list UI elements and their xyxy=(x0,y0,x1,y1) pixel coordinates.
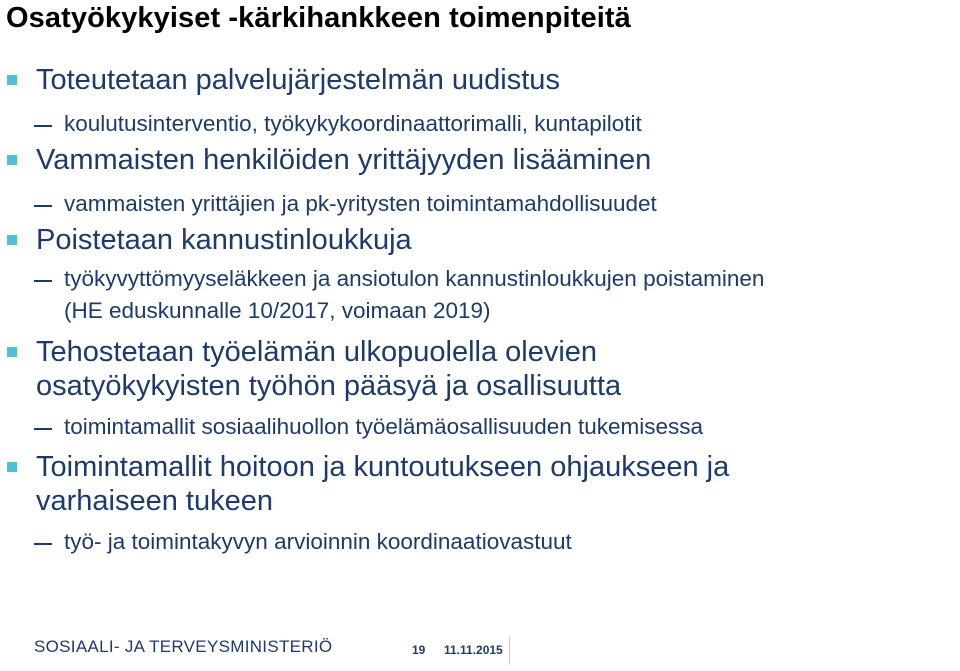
sub-bullet-item xyxy=(64,108,914,140)
bullet-item xyxy=(36,63,916,97)
sub-bullet-item xyxy=(64,188,914,220)
sub-bullet-item xyxy=(64,526,914,558)
sub-bullet-item xyxy=(64,263,784,327)
footer-divider xyxy=(509,637,510,665)
sub-bullet-item xyxy=(64,411,944,443)
sub-bullet-text: vammaisten yrittäjien ja pk-yritysten toimintamahdollisuudet xyxy=(64,191,657,216)
square-bullet-icon xyxy=(7,155,17,165)
square-bullet-icon xyxy=(7,235,17,245)
sub-bullet-text: työkyvyttömyyseläkkeen ja ansiotulon kannustinloukkujen poistaminen (HE eduskunnalle 10/2017, voimaan 2019) xyxy=(64,266,765,323)
bullet-text: Poistetaan kannustinloukkuja xyxy=(36,224,412,256)
ministry-logo-text: SOSIAALI- JA TERVEYSMINISTERIÖ xyxy=(34,637,333,656)
bullet-text: Toteutetaan palvelujärjestelmän uudistus xyxy=(36,64,560,96)
dash-bullet-icon xyxy=(34,205,52,207)
page-number: 19 xyxy=(412,643,426,657)
bullet-item xyxy=(36,450,836,518)
slide-date: 11.11.2015 xyxy=(444,643,503,657)
bullet-item xyxy=(36,143,916,177)
bullet-item xyxy=(36,223,916,257)
bullet-item xyxy=(36,335,736,403)
slide-title: Osatyökykyiset -kärkihankkeen toimenpiteitä xyxy=(6,2,631,34)
bullet-text: Tehostetaan työelämän ulkopuolella olevien osatyökykyisten työhön pääsyä ja osallisuutta xyxy=(36,336,622,402)
bullet-text: Vammaisten henkilöiden yrittäjyyden lisääminen xyxy=(36,144,652,176)
sub-bullet-text: koulutusinterventio, työkykykoordinaattorimalli, kuntapilotit xyxy=(64,111,642,136)
dash-bullet-icon xyxy=(34,428,52,430)
sub-bullet-text: työ- ja toimintakyvyn arvioinnin koordinaatiovastuut xyxy=(64,529,572,554)
square-bullet-icon xyxy=(7,462,17,472)
square-bullet-icon xyxy=(7,347,17,357)
square-bullet-icon xyxy=(7,75,17,85)
sub-bullet-text: toimintamallit sosiaalihuollon työelämäosallisuuden tukemisessa xyxy=(64,414,704,439)
bullet-text: Toimintamallit hoitoon ja kuntoutukseen ohjaukseen ja varhaiseen tukeen xyxy=(36,451,730,517)
dash-bullet-icon xyxy=(34,543,52,545)
dash-bullet-icon xyxy=(34,280,52,282)
dash-bullet-icon xyxy=(34,125,52,127)
